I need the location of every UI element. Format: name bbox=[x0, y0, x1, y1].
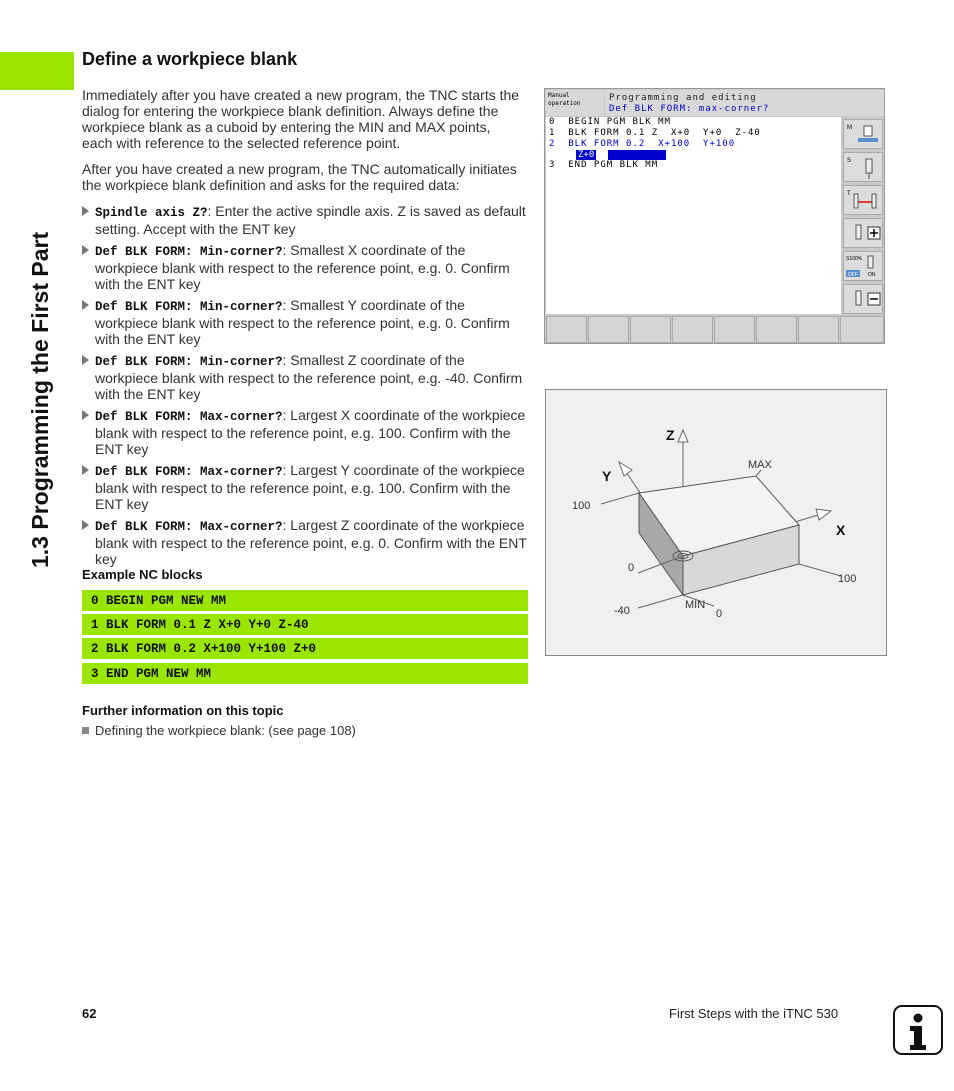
x-axis-label: X bbox=[836, 522, 846, 538]
program-line: 3 END PGM BLK MM bbox=[549, 160, 659, 170]
list-item bbox=[82, 407, 528, 457]
dialog-prompt-code: Def BLK FORM: Max-corner? bbox=[95, 410, 283, 424]
dialog-step-text: : Smallest Z coordinate of the workpiece blank with respect to the reference point, e.g. -40. Confirm with the ENT key bbox=[95, 352, 523, 402]
tool-button[interactable] bbox=[843, 185, 883, 215]
spindle-minus-button[interactable] bbox=[843, 284, 883, 314]
panel-label: OFF bbox=[848, 272, 858, 278]
leader-line bbox=[799, 564, 841, 576]
dialog-prompt-code: Def BLK FORM: Min-corner? bbox=[95, 300, 283, 314]
list-item bbox=[82, 517, 528, 567]
info-icon bbox=[893, 1005, 943, 1055]
input-cursor bbox=[608, 150, 666, 160]
dialog-step-text: : Smallest Y coordinate of the workpiece blank with respect to the reference point, e.g. 0. Confirm with the ENT key bbox=[95, 297, 510, 347]
dialog-prompt: Def BLK FORM: max-corner? bbox=[609, 104, 770, 114]
nc-block-row bbox=[82, 614, 528, 635]
nc-block-text: 3 END PGM NEW MM bbox=[91, 667, 212, 681]
triangle-bullet-icon bbox=[82, 245, 89, 255]
dialog-prompt-code: Def BLK FORM: Max-corner? bbox=[95, 465, 283, 479]
program-line: 0 BEGIN PGM BLK MM bbox=[549, 117, 671, 127]
operating-mode-box bbox=[546, 90, 604, 116]
dialog-step-text: : Largest Y coordinate of the workpiece blank with respect to the reference point, e.g. 100. Confirm with the ENT key bbox=[95, 462, 525, 512]
soft-key[interactable] bbox=[672, 316, 713, 343]
page-number: 62 bbox=[82, 1006, 97, 1021]
soft-key[interactable] bbox=[798, 316, 839, 343]
intro-paragraph-2: After you have created a new program, the TNC automatically initiates the workpiece blank definition and asks for the required data: bbox=[82, 161, 517, 193]
panel-label: S100% bbox=[846, 256, 863, 262]
tnc-screenshot bbox=[544, 88, 885, 344]
min-point-label: MIN bbox=[685, 599, 706, 611]
nc-block-row bbox=[82, 590, 528, 611]
triangle-bullet-icon bbox=[82, 300, 89, 310]
soft-key[interactable] bbox=[630, 316, 671, 343]
further-info-item bbox=[82, 723, 356, 738]
list-item bbox=[82, 297, 528, 347]
further-info-heading: Further information on this topic bbox=[82, 703, 284, 718]
example-heading: Example NC blocks bbox=[82, 567, 203, 582]
x-0-label: 0 bbox=[716, 608, 723, 620]
square-bullet-icon bbox=[82, 727, 89, 734]
soft-key[interactable] bbox=[546, 316, 587, 343]
triangle-bullet-icon bbox=[82, 206, 89, 216]
program-line: 1 BLK FORM 0.1 Z X+0 Y+0 Z-40 bbox=[549, 128, 761, 138]
workpiece-blank-diagram bbox=[545, 389, 887, 656]
z-minus-40-label: -40 bbox=[614, 605, 630, 617]
z-axis-arrow-icon bbox=[678, 430, 688, 442]
list-item bbox=[82, 462, 528, 512]
dialog-prompt-code: Def BLK FORM: Max-corner? bbox=[95, 520, 283, 534]
z-axis-label: Z bbox=[666, 427, 675, 443]
panel-label: T bbox=[847, 191, 851, 197]
x-100-label: 100 bbox=[838, 573, 857, 585]
y-100-label: 100 bbox=[572, 500, 591, 512]
soft-key[interactable] bbox=[714, 316, 755, 343]
max-point-label: MAX bbox=[748, 459, 772, 471]
dialog-step-text: : Largest X coordinate of the workpiece blank with respect to the reference point, e.g. 100. Confirm with the ENT key bbox=[95, 407, 526, 457]
intro-paragraph-1: Immediately after you have created a new program, the TNC starts the dialog for entering the workpiece blank definition. Always define the workpiece blank as a cuboid by entering the MIN and MAX points, each with reference to the selected reference point. bbox=[82, 87, 520, 151]
triangle-bullet-icon bbox=[82, 355, 89, 365]
triangle-bullet-icon bbox=[82, 410, 89, 420]
triangle-bullet-icon bbox=[82, 465, 89, 475]
mode-label: operation bbox=[548, 100, 581, 107]
footer-title: First Steps with the iTNC 530 bbox=[669, 1006, 839, 1021]
soft-key[interactable] bbox=[588, 316, 629, 343]
dialog-step-list bbox=[82, 203, 528, 572]
m-function-button[interactable] bbox=[843, 119, 883, 149]
list-item bbox=[82, 242, 528, 292]
input-field[interactable]: Z+0 bbox=[578, 150, 595, 160]
further-info-text: Defining the workpiece blank: (see page 108) bbox=[95, 723, 356, 738]
chapter-side-title-text: 1.3 Programming the First Part bbox=[27, 231, 53, 568]
nc-block-row bbox=[82, 663, 528, 684]
triangle-bullet-icon bbox=[82, 520, 89, 530]
machine-status-panel bbox=[842, 117, 884, 314]
chapter-side-title bbox=[18, 48, 58, 568]
leader-line bbox=[638, 595, 683, 608]
dialog-header bbox=[605, 90, 884, 116]
y-0-label: 0 bbox=[628, 562, 635, 574]
leader-line bbox=[601, 493, 639, 504]
mode-label: Manual bbox=[548, 92, 570, 99]
spindle-plus-button[interactable] bbox=[843, 218, 883, 248]
section-heading: Define a workpiece blank bbox=[82, 49, 298, 69]
nc-block-row bbox=[82, 638, 528, 659]
nc-block-text: 2 BLK FORM 0.2 X+100 Y+100 Z+0 bbox=[91, 642, 317, 656]
x-axis-arrow-icon bbox=[816, 509, 831, 520]
list-item bbox=[82, 352, 528, 402]
nc-block-text: 0 BEGIN PGM NEW MM bbox=[91, 594, 227, 608]
dialog-prompt-code: Spindle axis Z? bbox=[95, 206, 208, 220]
dialog-prompt-code: Def BLK FORM: Min-corner? bbox=[95, 355, 283, 369]
dialog-step-text: : Largest Z coordinate of the workpiece blank with respect to the reference point, e.g. 0. Confirm with the ENT key bbox=[95, 517, 527, 567]
dialog-title: Programming and editing bbox=[609, 93, 757, 103]
soft-key[interactable] bbox=[756, 316, 797, 343]
program-window bbox=[546, 117, 841, 314]
list-item bbox=[82, 203, 528, 237]
nc-block-text: 1 BLK FORM 0.1 Z X+0 Y+0 Z-40 bbox=[91, 618, 309, 632]
panel-label: ON bbox=[868, 272, 876, 278]
soft-key[interactable] bbox=[840, 316, 884, 343]
panel-label: S bbox=[847, 158, 852, 164]
spindle-override-button[interactable] bbox=[843, 251, 883, 281]
dialog-step-text: : Enter the active spindle axis. Z is saved as default setting. Accept with the ENT key bbox=[95, 203, 526, 237]
dialog-prompt-code: Def BLK FORM: Min-corner? bbox=[95, 245, 283, 259]
y-axis-arrow-icon bbox=[619, 462, 632, 476]
panel-label: M bbox=[847, 125, 852, 131]
program-line-active: 2 BLK FORM 0.2 X+100 Y+100 bbox=[549, 139, 736, 149]
spindle-button[interactable] bbox=[843, 152, 883, 182]
dialog-step-text: : Smallest X coordinate of the workpiece blank with respect to the reference point, e.g. 0. Confirm with the ENT key bbox=[95, 242, 510, 292]
y-axis-label: Y bbox=[602, 468, 612, 484]
